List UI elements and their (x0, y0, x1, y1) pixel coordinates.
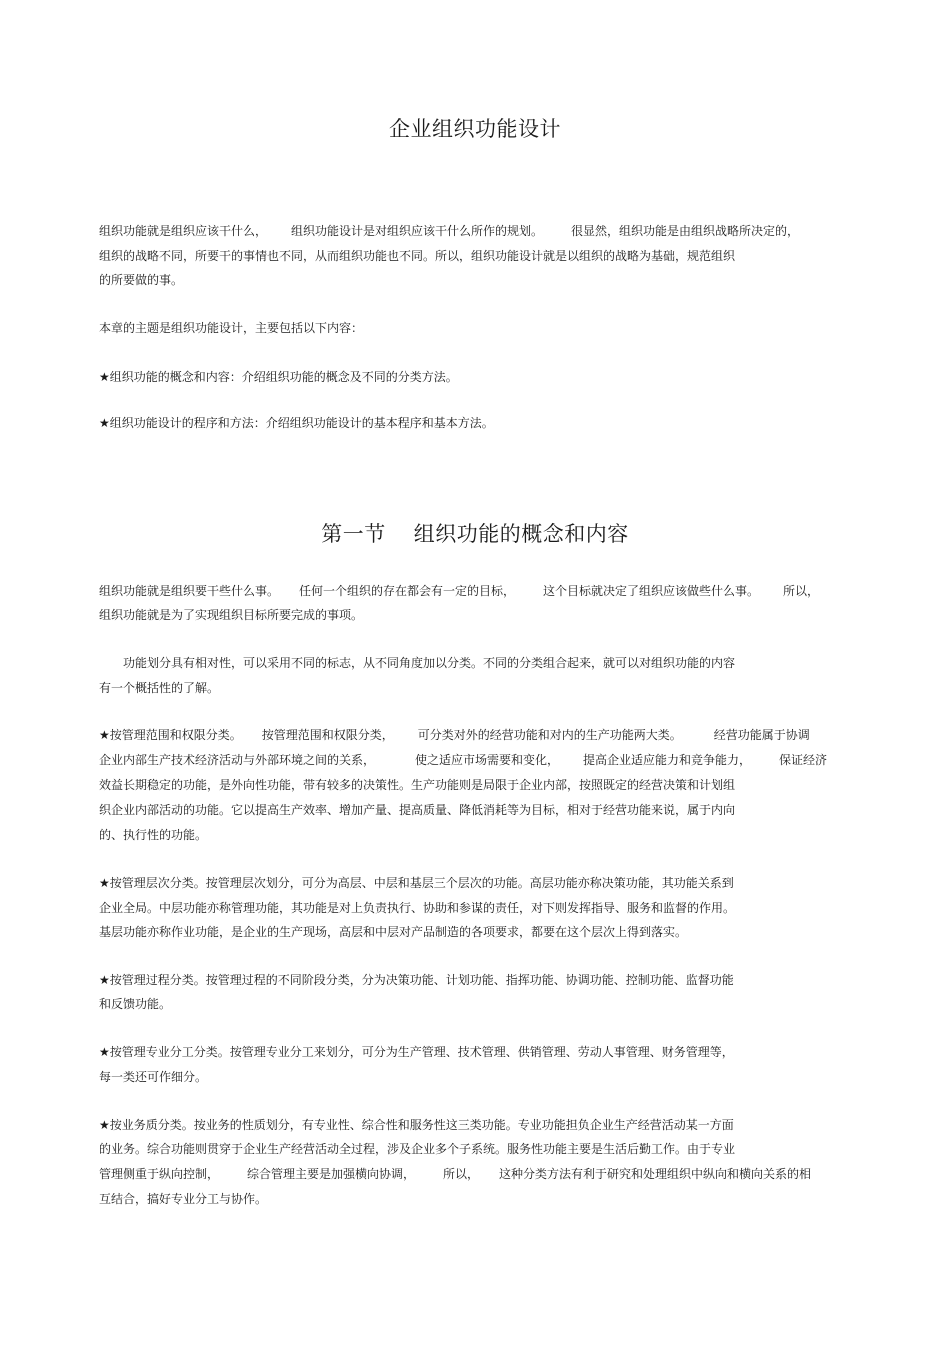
paragraph-line: 组织功能就是组织应该干什么， 组织功能设计是对组织应该干什么所作的规划。 很显然，组织功能是由组织战略所决定的， (99, 224, 800, 238)
paragraph-line: 每一类还可作细分。 (99, 1070, 208, 1084)
paragraph-line: 企业全局。中层功能亦称管理功能，其功能是对上负责执行、协助和参谋的责任，对下则发挥指导、服务和监督的作用。 (99, 901, 736, 915)
bullet-item: ★按管理专业分工分类。按管理专业分工来划分，可分为生产管理、技术管理、供销管理、劳动人事管理、财务管理等， (99, 1045, 734, 1059)
paragraph-line: 组织的战略不同，所要干的事情也不同，从而组织功能也不同。所以，组织功能设计就是以组织的战略为基础，规范组织 (99, 249, 736, 263)
paragraph-line: 的、执行性的功能。 (99, 828, 208, 842)
section-name: 组织功能的概念和内容 (413, 522, 629, 546)
paragraph-line: 基层功能亦称作业功能，是企业的生产现场，高层和中层对产品制造的各项要求，都要在这个层次上得到落实。 (99, 925, 688, 939)
paragraph-line: 的业务。综合功能则贯穿于企业生产经营活动全过程，涉及企业多个子系统。服务性功能主要是生活后勤工作。由于专业 (99, 1142, 736, 1156)
paragraph-line: 组织功能就是组织要干些什么事。 任何一个组织的存在都会有一定的目标， 这个目标就决定了组织应该做些什么事。 所以， (99, 584, 820, 598)
bullet-item: ★组织功能的概念和内容：介绍组织功能的概念及不同的分类方法。 (99, 370, 458, 384)
paragraph-line: 管理侧重于纵向控制， 综合管理主要是加强横向协调， 所以， 这种分类方法有利于研究和处理组织中纵向和横向关系的相 (99, 1167, 812, 1181)
paragraph-line: 和反馈功能。 (99, 997, 172, 1011)
bullet-item: ★按业务质分类。按业务的性质划分，有专业性、综合性和服务性这三类功能。专业功能担负企业生产经营活动某一方面 (99, 1118, 734, 1132)
paragraph-line: 组织功能就是为了实现组织目标所要完成的事项。 (99, 608, 364, 622)
paragraph-line: 的所要做的事。 (99, 273, 184, 287)
paragraph-line: 效益长期稳定的功能，是外向性功能，带有较多的决策性。生产功能则是局限于企业内部，按照既定的经营决策和计划组 (99, 778, 736, 792)
paragraph-line: 功能划分具有相对性，可以采用不同的标志，从不同角度加以分类。不同的分类组合起来，就可以对组织功能的内容 (123, 656, 736, 670)
bullet-item: ★按管理范围和权限分类。 按管理范围和权限分类， 可分类对外的经营功能和对内的生产功能两大类。 经营功能属于协调 (99, 728, 810, 742)
section-number: 第一节 (321, 522, 386, 546)
section-title (0, 518, 950, 548)
paragraph-line: 企业内部生产技术经济活动与外部环境之间的关系， 使之适应市场需要和变化， 提高企业适应能力和竞争能力， 保证经济 (99, 753, 828, 767)
bullet-item: ★按管理层次分类。按管理层次划分，可分为高层、中层和基层三个层次的功能。高层功能亦称决策功能，其功能关系到 (99, 876, 734, 890)
paragraph-line: 有一个概括性的了解。 (99, 681, 220, 695)
bullet-item: ★按管理过程分类。按管理过程的不同阶段分类，分为决策功能、计划功能、指挥功能、协调功能、控制功能、监督功能 (99, 973, 734, 987)
paragraph-line: 互结合，搞好专业分工与协作。 (99, 1192, 268, 1206)
paragraph-line: 织企业内部活动的功能。它以提高生产效率、增加产量、提高质量、降低消耗等为目标，相对于经营功能来说，属于内向 (99, 803, 736, 817)
paragraph-line: 本章的主题是组织功能设计，主要包括以下内容： (99, 321, 364, 335)
bullet-item: ★组织功能设计的程序和方法：介绍组织功能设计的基本程序和基本方法。 (99, 416, 494, 430)
document-title: 企业组织功能设计 (389, 117, 561, 141)
